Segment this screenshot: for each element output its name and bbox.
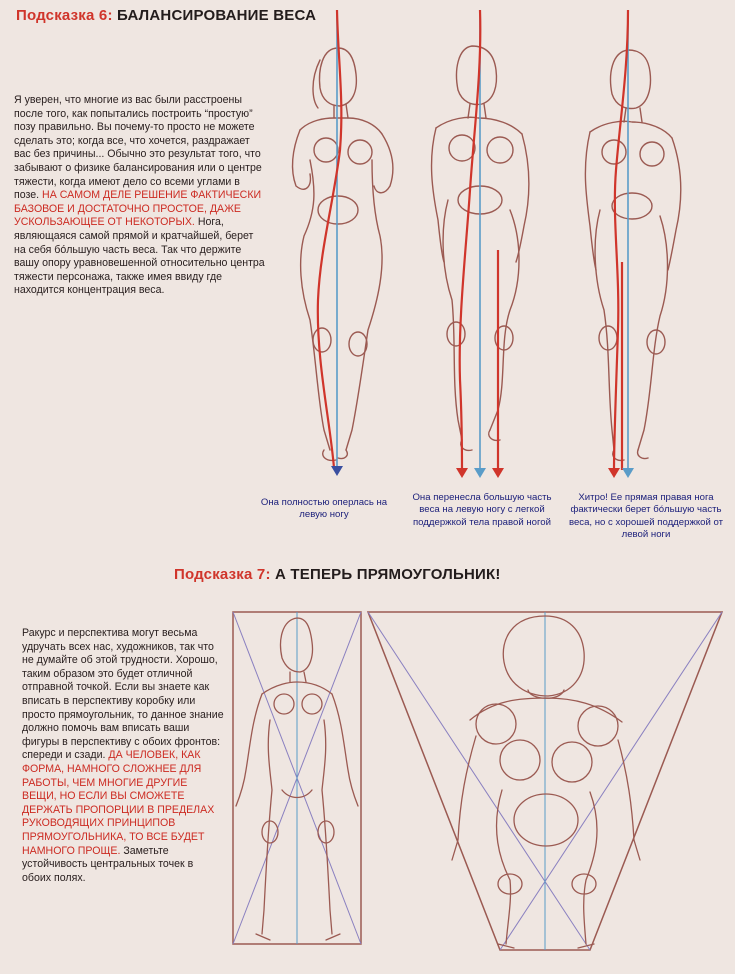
caption-figure-1: Она полностью оперлась на левую ногу (260, 497, 388, 521)
tip7-title: А ТЕПЕРЬ ПРЯМОУГОЛЬНИК! (275, 566, 501, 583)
tip6-title: БАЛАНСИРОВАНИЕ ВЕСА (117, 7, 317, 24)
tip7-text-intro: Ракурс и перспектива могут весьма удручать всех нас, художников, так что не думайте об этой трудности. Хорошо, таким образом это будет отличной отправной точкой. Если вы знаете как вписать в перспективу коробку или просто прямоугольник, то данное знание должно помочь вам вписать ваши фигуры в перспективу с обоих фронтов: спереди и сзади. (22, 627, 224, 762)
caption-figure-2: Она перенесла большую часть веса на левую ногу с легкой поддержкой тела правой ногой (412, 492, 552, 528)
tip6-text-outro: Нога, являющаяся самой прямой и кратчайшей, берет на себя бóльшую часть веса. Так что держите вашу опору уравновешенной относительно центра тяжести персонажа, также имея ввиду где находится концентрация веса. (14, 216, 265, 297)
tip6-label: Подсказка 6: (16, 7, 113, 24)
trapezoid-diagonal-2 (500, 612, 722, 950)
tip7-text-highlight: ДА ЧЕЛОВЕК, КАК ФОРМА, НАМНОГО СЛОЖНЕЕ ДЛЯ РАБОТЫ, ЧЕМ МНОГИЕ ДРУГИЕ ВЕЩИ, НО ЕСЛИ ВЫ СМОЖЕТЕ ДЕРЖАТЬ ПРОПОРЦИИ В ПРЕДЕЛАХ РУКОВОДЯЩИХ ПРИНЦИПОВ ПРЯМОУГОЛЬНИКА, ТО ВСЕ БУДЕТ НАМНОГО ПРОЩЕ. (22, 749, 215, 857)
tip7-text-outro: Заметьте устойчивость центральных точек в обоих полях. (22, 844, 194, 884)
trapezoid-diagonal-1 (368, 612, 590, 950)
tip7-label: Подсказка 7: (174, 566, 271, 583)
tip6-text-intro: Я уверен, что многие из вас были расстроены после того, как попытались построить “простую” позу правильно. Вы почему-то просто не можете сделать это; когда все, что хочется, раздражает вас без причины... Обычно это результат того, что забывают о физике балансирования или о центре тяжести, когда имеют дело со всеми углами в позе. (14, 94, 262, 202)
tip6-text-highlight: НА САМОМ ДЕЛЕ РЕШЕНИЕ ФАКТИЧЕСКИ БАЗОВОЕ И ДОСТАТОЧНО ПРОСТОЕ, ДАЖЕ УСКОЛЬЗАЮЩЕЕ ОТ НЕКОТОРЫХ. (14, 189, 262, 229)
caption-figure-3: Хитро! Ее прямая правая нога фактически берет бóльшую часть веса, но с хорошей поддержкой от левой ноги (568, 492, 724, 541)
